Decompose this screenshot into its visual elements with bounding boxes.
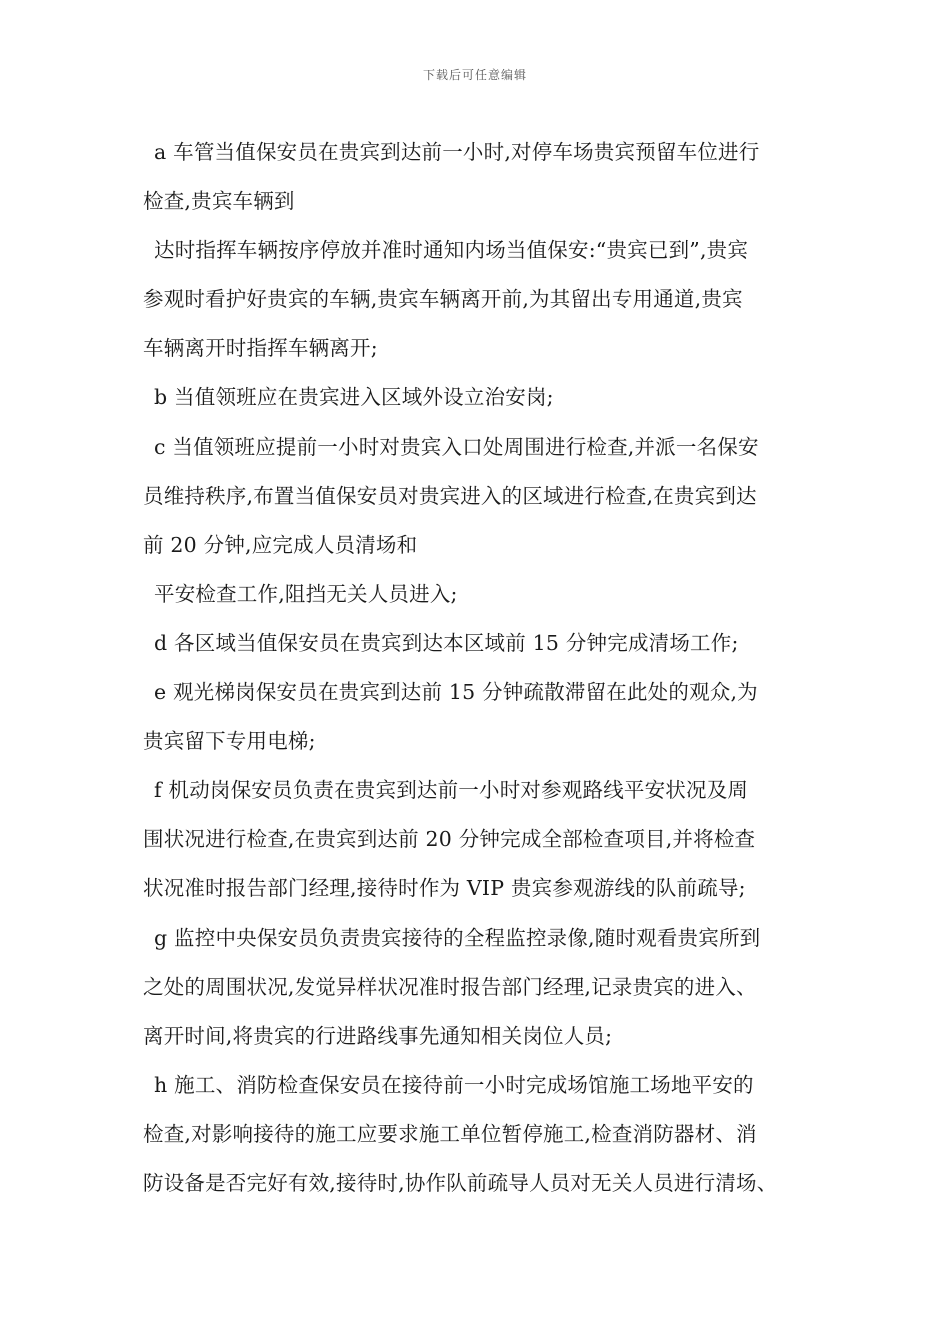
- text-line: 员维持秩序,布置当值保安员对贵宾进入的区域进行检查,在贵宾到达: [143, 483, 757, 508]
- text-line: 检查,对影响接待的施工应要求施工单位暂停施工,检查消防器材、消: [143, 1121, 757, 1146]
- text-line: 达时指挥车辆按序停放并准时通知内场当值保安:“贵宾已到”,贵宾: [154, 238, 749, 263]
- page-header: 下载后可任意编辑: [422, 68, 527, 82]
- text-line: b 当值领班应在贵宾进入区域外设立治安岗;: [154, 385, 554, 410]
- text-line: e 观光梯岗保安员在贵宾到达前 15 分钟疏散滞留在此处的观众,为: [154, 680, 758, 705]
- text-line: h 施工、消防检查保安员在接待前一小时完成场馆施工场地平安的: [154, 1072, 754, 1097]
- text-line: 车辆离开时指挥车辆离开;: [143, 336, 378, 361]
- text-line: 参观时看护好贵宾的车辆,贵宾车辆离开前,为其留出专用通道,贵宾: [143, 287, 743, 312]
- document-body: [143, 128, 815, 1208]
- text-line: 贵宾留下专用电梯;: [143, 729, 316, 754]
- text-line: c 当值领班应提前一小时对贵宾入口处周围进行检查,并派一名保安: [154, 434, 759, 459]
- text-line: d 各区域当值保安员在贵宾到达本区域前 15 分钟完成清场工作;: [154, 630, 739, 655]
- text-line: 前 20 分钟,应完成人员清场和: [143, 532, 418, 557]
- text-line: 检查,贵宾车辆到: [143, 189, 295, 214]
- text-line: 离开时间,将贵宾的行进路线事先通知相关岗位人员;: [143, 1023, 613, 1048]
- text-line: f 机动岗保安员负责在贵宾到达前一小时对参观路线平安状况及周: [154, 778, 749, 803]
- text-line: 状况准时报告部门经理,接待时作为 VIP 贵宾参观游线的队前疏导;: [143, 876, 746, 901]
- text-line: g 监控中央保安员负责贵宾接待的全程监控录像,随时观看贵宾所到: [154, 925, 761, 950]
- text-line: 平安检查工作,阻挡无关人员进入;: [154, 581, 458, 606]
- text-line: 防设备是否完好有效,接待时,协作队前疏导人员对无关人员进行清场、: [143, 1170, 778, 1195]
- text-line: 围状况进行检查,在贵宾到达前 20 分钟完成全部检查项目,并将检查: [143, 827, 756, 852]
- text-line: 之处的周围状况,发觉异样状况准时报告部门经理,记录贵宾的进入、: [143, 974, 757, 999]
- text-line: a 车管当值保安员在贵宾到达前一小时,对停车场贵宾预留车位进行: [154, 140, 760, 164]
